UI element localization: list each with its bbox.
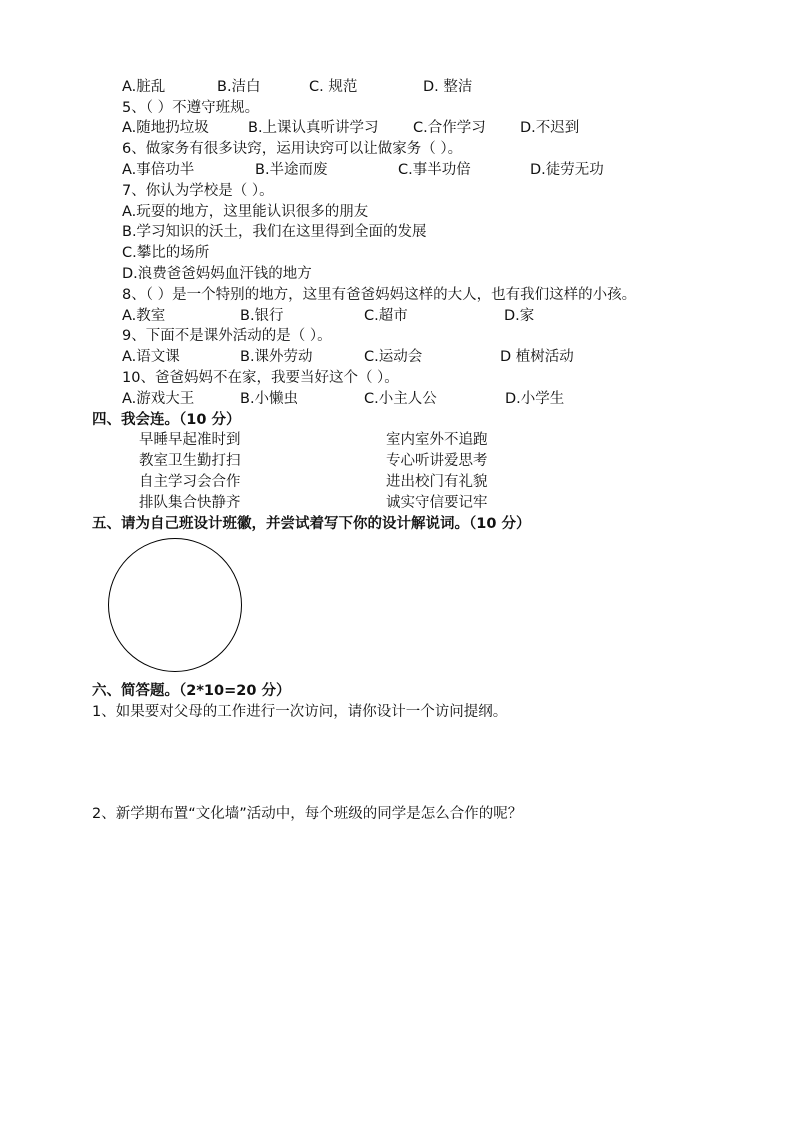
q8-option-c: C.超市: [364, 308, 408, 324]
q10-option-a: A.游戏大王: [122, 391, 195, 407]
q9-stem: 9、下面不是课外活动的是（ ）。: [122, 328, 332, 344]
match-right-4[interactable]: 诚实守信要记牢: [386, 495, 488, 511]
q7-stem: 7、你认为学校是（ ）。: [122, 183, 274, 199]
q8-stem: 8、（ ）是一个特别的地方，这里有爸爸妈妈这样的大人，也有我们这样的小孩。: [122, 287, 637, 303]
q7-option-b: B.学习知识的沃土，我们在这里得到全面的发展: [122, 224, 427, 240]
match-left-3[interactable]: 自主学习会合作: [139, 474, 241, 490]
q6-option-a: A.事倍功半: [122, 162, 195, 178]
section6-question-1: 1、如果要对父母的工作进行一次访问，请你设计一个访问提纲。: [92, 704, 508, 720]
q10-option-c: C.小主人公: [364, 391, 437, 407]
q5-option-c: C.合作学习: [413, 120, 486, 136]
q10-stem: 10、爸爸妈妈不在家，我要当好这个（ ）。: [122, 370, 399, 386]
q5-stem: 5、（ ）不遵守班规。: [122, 100, 260, 116]
q5-option-d: D.不迟到: [520, 120, 580, 136]
q4-option-a: A.脏乱: [122, 79, 166, 95]
q5-option-a: A.随地扔垃圾: [122, 120, 209, 136]
q7-option-c: C.攀比的场所: [122, 245, 210, 261]
match-right-3[interactable]: 进出校门有礼貌: [386, 474, 488, 490]
q7-option-d: D.浪费爸爸妈妈血汗钱的地方: [122, 266, 312, 282]
match-left-2[interactable]: 教室卫生勤打扫: [139, 453, 241, 469]
q9-option-d: D 植树活动: [500, 349, 574, 365]
q7-option-a: A.玩耍的地方，这里能认识很多的朋友: [122, 204, 369, 220]
q4-option-b: B.洁白: [217, 79, 261, 95]
q6-option-b: B.半途而废: [255, 162, 328, 178]
match-left-4[interactable]: 排队集合快静齐: [139, 495, 241, 511]
q9-option-c: C.运动会: [364, 349, 423, 365]
badge-design-circle[interactable]: [108, 538, 242, 672]
section5-heading: 五、请为自己班设计班徽，并尝试着写下你的设计解说词。（10 分）: [92, 516, 531, 532]
q4-option-c: C. 规范: [309, 79, 358, 95]
q10-option-b: B.小懒虫: [240, 391, 299, 407]
q8-option-d: D.家: [504, 308, 535, 324]
q10-option-d: D.小学生: [505, 391, 565, 407]
section6-heading: 六、简答题。（2*10=20 分）: [92, 683, 291, 699]
section6-question-2: 2、新学期布置“文化墙”活动中，每个班级的同学是怎么合作的呢？: [92, 806, 523, 822]
q5-option-b: B.上课认真听讲学习: [248, 120, 379, 136]
section4-heading: 四、我会连。（10 分）: [92, 412, 241, 428]
q8-option-b: B.银行: [240, 308, 284, 324]
q9-option-b: B.课外劳动: [240, 349, 313, 365]
q6-option-d: D.徒劳无功: [530, 162, 604, 178]
q8-option-a: A.教室: [122, 308, 166, 324]
q4-option-d: D. 整洁: [423, 79, 473, 95]
q6-stem: 6、做家务有很多诀窍，运用诀窍可以让做家务（ ）。: [122, 141, 463, 157]
q6-option-c: C.事半功倍: [398, 162, 471, 178]
match-right-1[interactable]: 室内室外不追跑: [386, 432, 488, 448]
q9-option-a: A.语文课: [122, 349, 180, 365]
match-left-1[interactable]: 早睡早起准时到: [139, 432, 241, 448]
match-right-2[interactable]: 专心听讲爱思考: [386, 453, 488, 469]
